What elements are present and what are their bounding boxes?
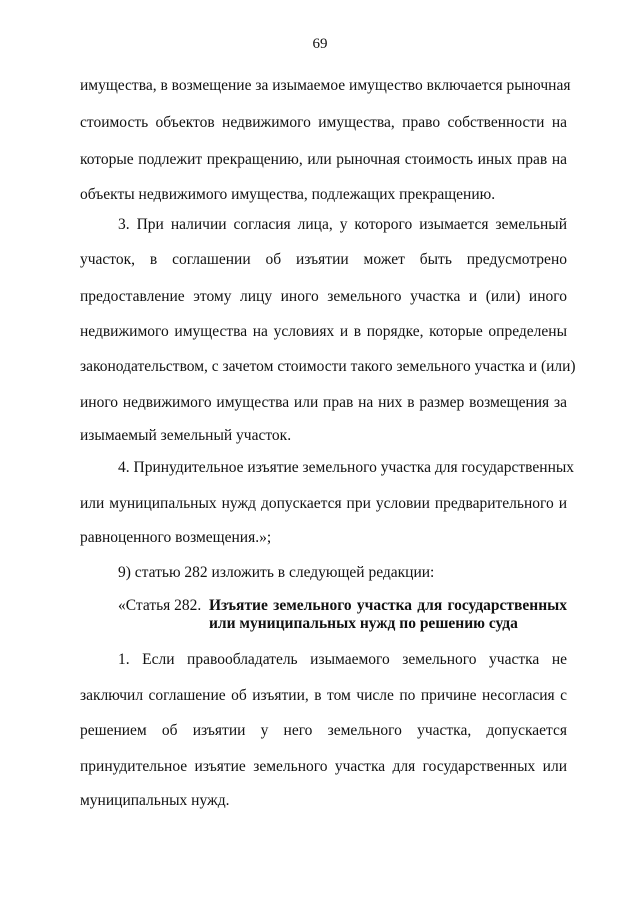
text-line: объекты недвижимого имущества, подлежащих прекращению.: [80, 186, 496, 203]
text-line: стоимость объектов недвижимого имущества, право собственности на: [80, 114, 567, 131]
article-title-line: или муниципальных нужд по решению суда: [209, 615, 518, 632]
text-line: решением об изъятии у него земельного участка, допускается: [80, 722, 567, 739]
text-line: заключил соглашение об изъятии, в том числе по причине несогласия с: [80, 687, 567, 704]
text-line: или муниципальных нужд допускается при условии предварительного и: [80, 495, 567, 512]
text-line: иного недвижимого имущества или прав на них в размер возмещения за: [80, 394, 567, 411]
text-line: 9) статью 282 изложить в следующей редакции:: [118, 564, 435, 581]
text-line: которые подлежит прекращению, или рыночная стоимость иных прав на: [80, 151, 567, 168]
text-line: принудительное изъятие земельного участка для государственных или: [80, 758, 567, 775]
text-line: участок, в соглашении об изъятии может быть предусмотрено: [80, 251, 567, 268]
text-line: предоставление этому лицу иного земельного участка и (или) иного: [80, 288, 567, 305]
text-line: недвижимого имущества на условиях и в порядке, которые определены: [80, 323, 567, 340]
text-line: изымаемый земельный участок.: [80, 427, 292, 444]
article-number: «Статья 282.: [118, 597, 202, 614]
article-title-line: Изъятие земельного участка для государственных: [209, 597, 567, 614]
text-line: 1. Если правообладатель изымаемого земельного участка не: [118, 651, 567, 668]
text-line: 3. При наличии согласия лица, у которого изымается земельный: [118, 216, 567, 233]
text-line: 4. Принудительное изъятие земельного участка для государственных: [118, 459, 575, 476]
page-number: 69: [312, 36, 328, 52]
text-line: муниципальных нужд.: [80, 792, 230, 809]
text-line: имущества, в возмещение за изымаемое имущество включается рыночная: [80, 77, 571, 94]
text-line: равноценного возмещения.»;: [80, 529, 272, 546]
text-line: законодательством, с зачетом стоимости такого земельного участка и (или): [80, 358, 576, 375]
